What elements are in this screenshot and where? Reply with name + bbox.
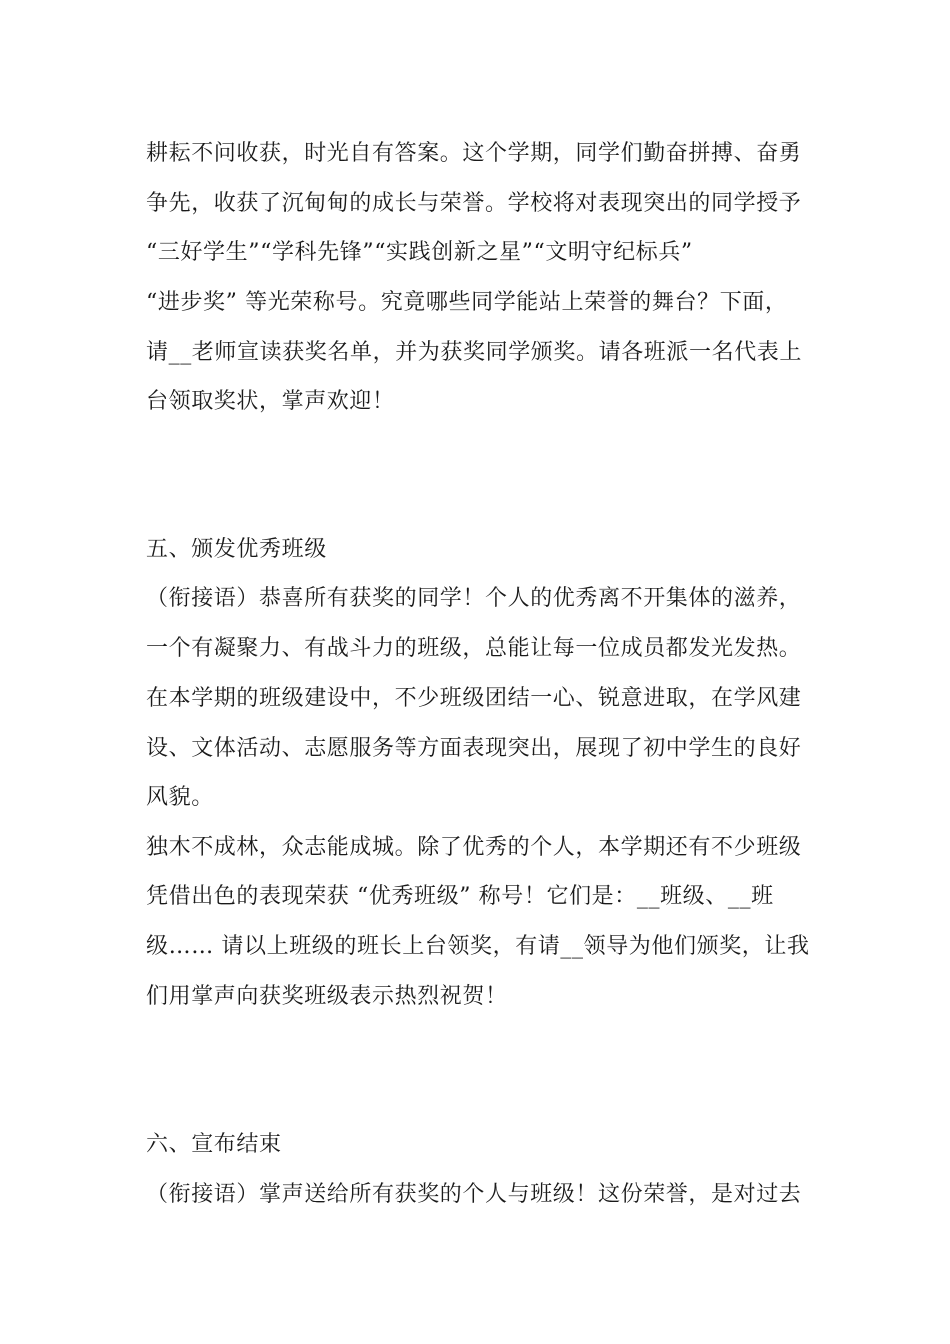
paragraph-line: 独木不成林，众志能成城。除了优秀的个人，本学期还有不少班级 xyxy=(146,835,802,860)
paragraph-line: 请__老师宣读获奖名单，并为获奖同学颁奖。请各班派一名代表上 xyxy=(146,340,803,365)
section-heading-awards: 五、颁发优秀班级 xyxy=(146,537,327,562)
paragraph-line: “进步奖” 等光荣称号。究竟哪些同学能站上荣誉的舞台？下面， xyxy=(146,290,788,315)
paragraph-line: 耕耘不问收获，时光自有答案。这个学期，同学们勤奋拼搏、奋勇 xyxy=(146,141,802,166)
paragraph-line: 设、文体活动、志愿服务等方面表现突出，展现了初中学生的良好 xyxy=(146,736,802,761)
paragraph-line: 们用掌声向获奖班级表示热烈祝贺！ xyxy=(146,984,508,1009)
paragraph-line: 级…… 请以上班级的班长上台领奖，有请__领导为他们颁奖，让我 xyxy=(146,934,810,959)
section-heading-closing: 六、宣布结束 xyxy=(146,1132,282,1157)
paragraph-line: 争先，收获了沉甸甸的成长与荣誉。学校将对表现突出的同学授予 xyxy=(146,191,802,216)
paragraph-line: 风貌。 xyxy=(146,785,214,810)
paragraph-line: 台领取奖状，掌声欢迎！ xyxy=(146,389,395,414)
paragraph-line: 在本学期的班级建设中，不少班级团结一心、锐意进取，在学风建 xyxy=(146,686,802,711)
paragraph-line: 凭借出色的表现荣获 “优秀班级” 称号！它们是：__班级、__班 xyxy=(146,884,774,909)
paragraph-line: 一个有凝聚力、有战斗力的班级，总能让每一位成员都发光发热。 xyxy=(146,636,802,661)
paragraph-line: （衔接语）掌声送给所有获奖的个人与班级！这份荣誉，是对过去 xyxy=(146,1182,802,1207)
paragraph-line: （衔接语）恭喜所有获奖的同学！个人的优秀离不开集体的滋养， xyxy=(146,586,802,611)
paragraph-line: “三好学生”“学科先锋”“实践创新之星”“文明守纪标兵” xyxy=(146,240,693,265)
